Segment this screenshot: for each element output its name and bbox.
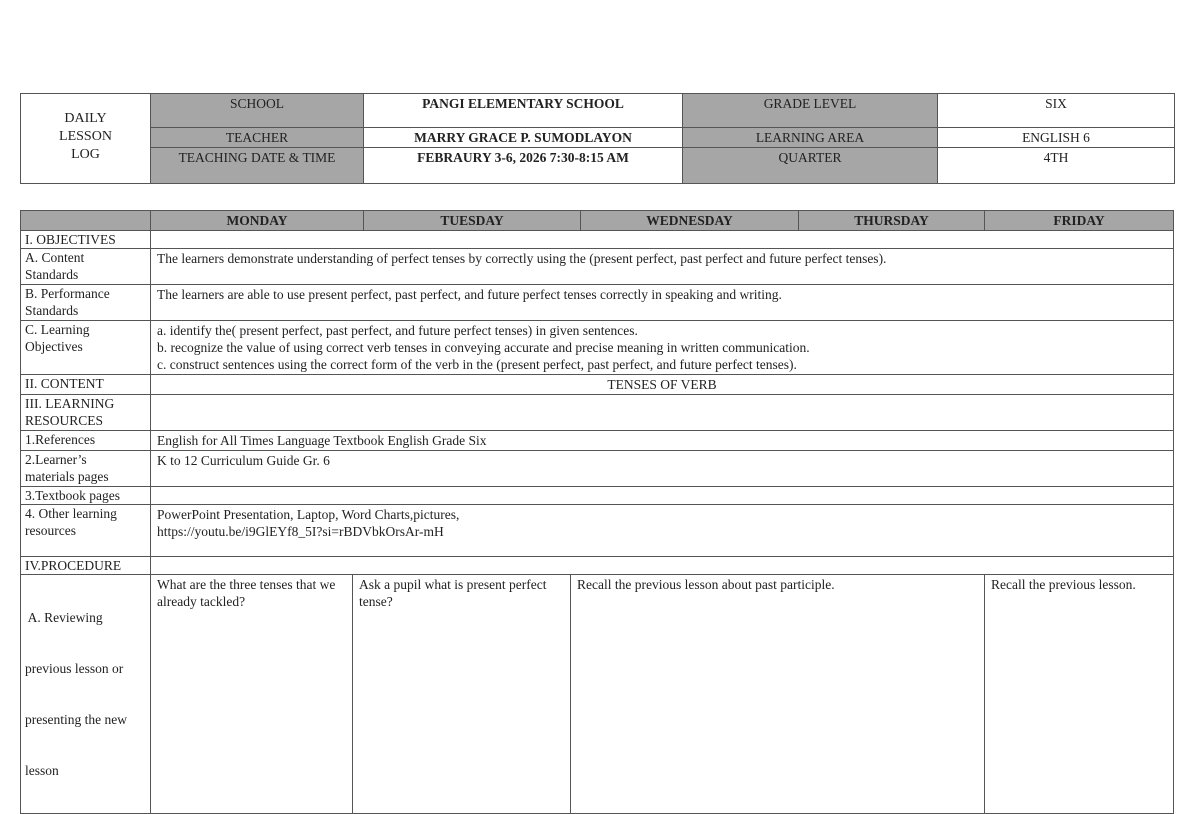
learning-resources-cell [151, 395, 1174, 431]
objectives-label: I. OBJECTIVES [21, 231, 151, 249]
day-friday: FRIDAY [985, 211, 1174, 231]
content-standards-label: A. Content Standards [21, 249, 151, 285]
other-resources-text: PowerPoint Presentation, Laptop, Word Charts,pictures, https://youtu.be/i9GlEYf8_5I?si=rBDVbkOrsAr-mH [151, 505, 1174, 557]
performance-standards-text: The learners are able to use present perfect, past perfect, and future perfect tenses correctly in speaking and writing. [151, 285, 1174, 321]
textbook-pages-label: 3.Textbook pages [21, 487, 151, 505]
performance-standards-label: B. Performance Standards [21, 285, 151, 321]
learner-materials-label: 2.Learner’s materials pages [21, 451, 151, 487]
learning-objectives-text [151, 321, 1174, 375]
reviewing-label: A. Reviewing previous lesson or presenting the new lesson [21, 575, 151, 814]
quarter-value: 4TH [938, 148, 1175, 184]
day-thursday: THURSDAY [799, 211, 985, 231]
day-monday: MONDAY [151, 211, 364, 231]
quarter-label: QUARTER [683, 148, 938, 184]
teacher-value: MARRY GRACE P. SUMODLAYON [364, 128, 683, 148]
learning-area-label: LEARNING AREA [683, 128, 938, 148]
objective-a: a. identify the( present perfect, past perfect, and future perfect tenses) in given sentences. [157, 323, 638, 338]
corner-cell [21, 211, 151, 231]
textbook-pages-cell [151, 487, 1174, 505]
teaching-date-label: TEACHING DATE & TIME [151, 148, 364, 184]
days-header-row [21, 211, 1174, 231]
teaching-date-value: FEBRAURY 3-6, 2026 7:30-8:15 AM [364, 148, 683, 184]
objectives-cell [151, 231, 1174, 249]
references-label: 1.References [21, 431, 151, 451]
content-standards-text: The learners demonstrate understanding of perfect tenses by correctly using the (present perfect, past perfect and future perfect tenses). [151, 249, 1174, 285]
reviewing-tuesday: Ask a pupil what is present perfect tense? [353, 575, 571, 814]
school-label: SCHOOL [151, 94, 364, 128]
reviewing-friday: Recall the previous lesson. [985, 575, 1174, 814]
learner-materials-text: K to 12 Curriculum Guide Gr. 6 [151, 451, 1174, 487]
day-tuesday: TUESDAY [364, 211, 581, 231]
learning-resources-label: III. LEARNING RESOURCES [21, 395, 151, 431]
procedure-label: IV.PROCEDURE [21, 557, 151, 575]
daily-lesson-log-title: DAILY LESSON LOG [21, 94, 151, 184]
video-link[interactable]: https://youtu.be/i9GlEYf8_5I?si=rBDVbkOrsAr-mH [157, 524, 444, 539]
grade-level-label: GRADE LEVEL [683, 94, 938, 128]
other-resources-label: 4. Other learning resources [21, 505, 151, 557]
references-text: English for All Times Language Textbook English Grade Six [151, 431, 1174, 451]
day-wednesday: WEDNESDAY [581, 211, 799, 231]
learning-area-value: ENGLISH 6 [938, 128, 1175, 148]
content-label: II. CONTENT [21, 375, 151, 395]
header-table [20, 93, 1175, 184]
lesson-table [20, 210, 1174, 814]
school-value: PANGI ELEMENTARY SCHOOL [364, 94, 683, 128]
teacher-label: TEACHER [151, 128, 364, 148]
procedure-cell [151, 557, 1174, 575]
grade-level-value: SIX [938, 94, 1175, 128]
content-topic: TENSES OF VERB [151, 375, 1174, 395]
objective-c: c. construct sentences using the correct form of the verb in the (present perfect, past perfect, and future perfect tenses). [157, 357, 797, 372]
reviewing-wednesday-thursday: Recall the previous lesson about past participle. [571, 575, 985, 814]
reviewing-monday: What are the three tenses that we already tackled? [151, 575, 353, 814]
learning-objectives-label: C. Learning Objectives [21, 321, 151, 375]
objective-b: b. recognize the value of using correct verb tenses in conveying accurate and precise meaning in written communication. [157, 340, 810, 355]
